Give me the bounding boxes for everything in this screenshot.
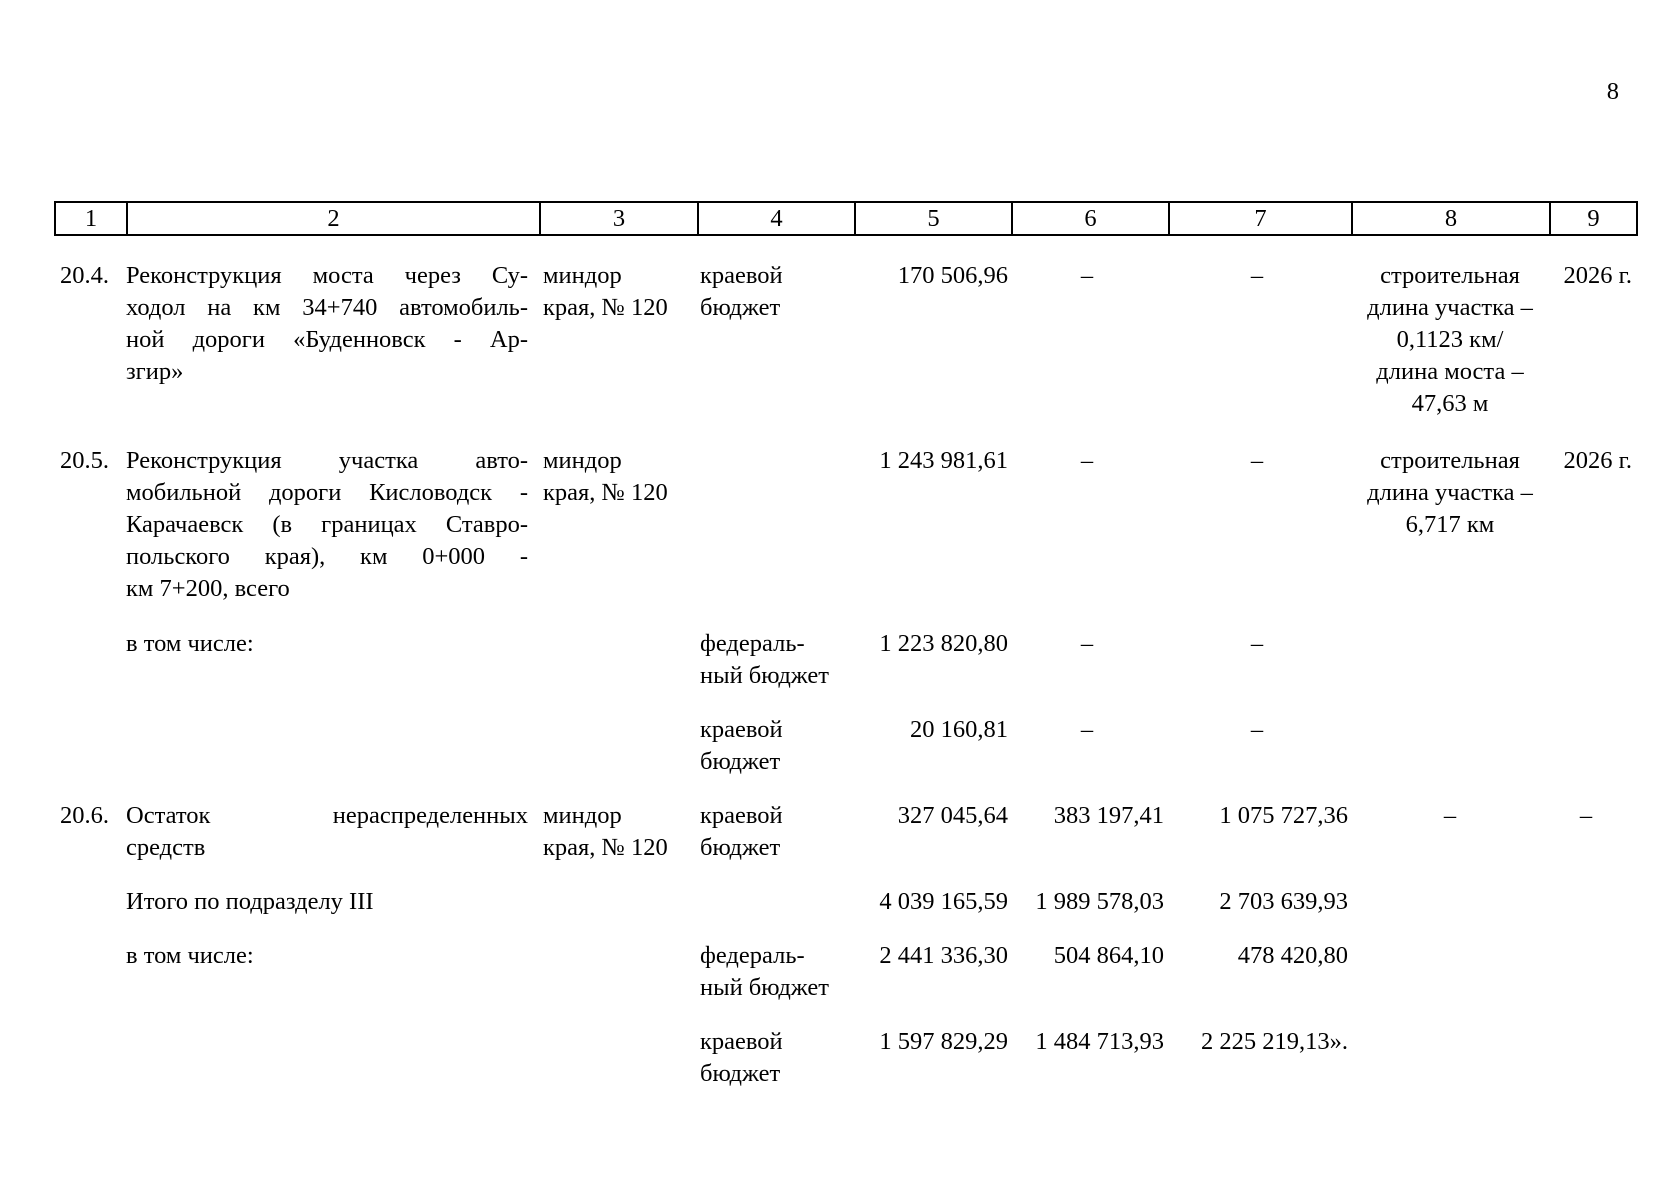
funding-source-line: бюджет (700, 834, 781, 861)
executor-line: миндор (543, 447, 622, 474)
column-header-table (54, 201, 1638, 236)
item-name-line: Реконструкция участка авто- (126, 447, 528, 474)
row-number: 20.4. (60, 262, 109, 289)
amount-col6: – (1080, 716, 1094, 743)
item-name-line: Остаток нераспределенных (126, 802, 528, 829)
funding-source-line: ный бюджет (700, 662, 829, 689)
column-header-row (55, 202, 1637, 235)
including-label: в том числе: (126, 942, 254, 969)
result-line: строительная (1380, 262, 1520, 289)
item-name-line: згир» (126, 358, 184, 385)
amount-col5: 20 160,81 (910, 716, 1008, 743)
funding-source-line: федераль- (700, 942, 805, 969)
amount-col6: – (1080, 262, 1094, 289)
funding-source-line: ный бюджет (700, 974, 829, 1001)
column-number-8: 8 (1352, 202, 1550, 235)
result-line: длина участка – (1367, 479, 1533, 506)
result-line: строительная (1380, 447, 1520, 474)
column-number-5: 5 (855, 202, 1012, 235)
executor-line: края, № 120 (543, 479, 668, 506)
item-name-line: мобильной дороги Кисловодск - (126, 479, 528, 506)
column-number-6: 6 (1012, 202, 1169, 235)
executor-line: миндор (543, 802, 622, 829)
total-fed-col6: 504 864,10 (1053, 942, 1164, 969)
total-col6: 1 989 578,03 (1035, 888, 1164, 915)
total-col5: 4 039 165,59 (879, 888, 1008, 915)
column-number-4: 4 (698, 202, 855, 235)
funding-source-line: бюджет (700, 294, 781, 321)
row-number: 20.6. (60, 802, 109, 829)
amount-col5: 327 045,64 (897, 802, 1008, 829)
total-reg-col6: 1 484 713,93 (1035, 1028, 1164, 1055)
item-name-line: Реконструкция моста через Су- (126, 262, 528, 289)
amount-col6: – (1080, 447, 1094, 474)
total-reg-col5: 1 597 829,29 (879, 1028, 1008, 1055)
result-line: 6,717 км (1405, 511, 1495, 538)
executor-line: миндор (543, 262, 622, 289)
executor-line: края, № 120 (543, 294, 668, 321)
funding-source-line: бюджет (700, 748, 781, 775)
result-line: длина моста – (1376, 358, 1524, 385)
amount-col5: 1 223 820,80 (879, 630, 1008, 657)
result-line: 0,1123 км/ (1396, 326, 1504, 353)
amount-col7: 1 075 727,36 (1219, 802, 1348, 829)
result-value: – (1443, 802, 1457, 829)
item-name-line: Карачаевск (в границах Ставро- (126, 511, 528, 538)
amount-col5: 170 506,96 (897, 262, 1008, 289)
column-number-2: 2 (127, 202, 540, 235)
including-label: в том числе: (126, 630, 254, 657)
total-col7: 2 703 639,93 (1219, 888, 1348, 915)
funding-source-line: краевой (700, 716, 783, 743)
amount-col6: 383 197,41 (1053, 802, 1164, 829)
completion-year: 2026 г. (1563, 447, 1632, 474)
item-name-line: ходол на км 34+740 автомобиль- (126, 294, 528, 321)
executor-line: края, № 120 (543, 834, 668, 861)
completion-year: – (1579, 802, 1593, 829)
funding-source-line: федераль- (700, 630, 805, 657)
row-number: 20.5. (60, 447, 109, 474)
page-number: 8 (1606, 78, 1619, 105)
amount-col7: – (1250, 716, 1264, 743)
amount-col6: – (1080, 630, 1094, 657)
column-number-1: 1 (55, 202, 127, 235)
item-name-line: км 7+200, всего (126, 575, 290, 602)
result-line: длина участка – (1367, 294, 1533, 321)
total-fed-col7: 478 420,80 (1237, 942, 1348, 969)
amount-col7: – (1250, 262, 1264, 289)
funding-source-line: бюджет (700, 1060, 781, 1087)
column-number-3: 3 (540, 202, 698, 235)
funding-source-line: краевой (700, 262, 783, 289)
item-name-line: средств (126, 834, 206, 861)
item-name-line: польского края), км 0+000 - (126, 543, 528, 570)
amount-col5: 1 243 981,61 (879, 447, 1008, 474)
amount-col7: – (1250, 630, 1264, 657)
funding-source-line: краевой (700, 1028, 783, 1055)
result-line: 47,63 м (1411, 390, 1489, 417)
completion-year: 2026 г. (1563, 262, 1632, 289)
column-number-7: 7 (1169, 202, 1352, 235)
total-fed-col5: 2 441 336,30 (879, 942, 1008, 969)
column-number-9: 9 (1550, 202, 1637, 235)
funding-source-line: краевой (700, 802, 783, 829)
amount-col7: – (1250, 447, 1264, 474)
total-reg-col7: 2 225 219,13». (1201, 1028, 1348, 1055)
total-label: Итого по подразделу III (126, 888, 374, 915)
item-name-line: ной дороги «Буденновск - Ар- (126, 326, 528, 353)
